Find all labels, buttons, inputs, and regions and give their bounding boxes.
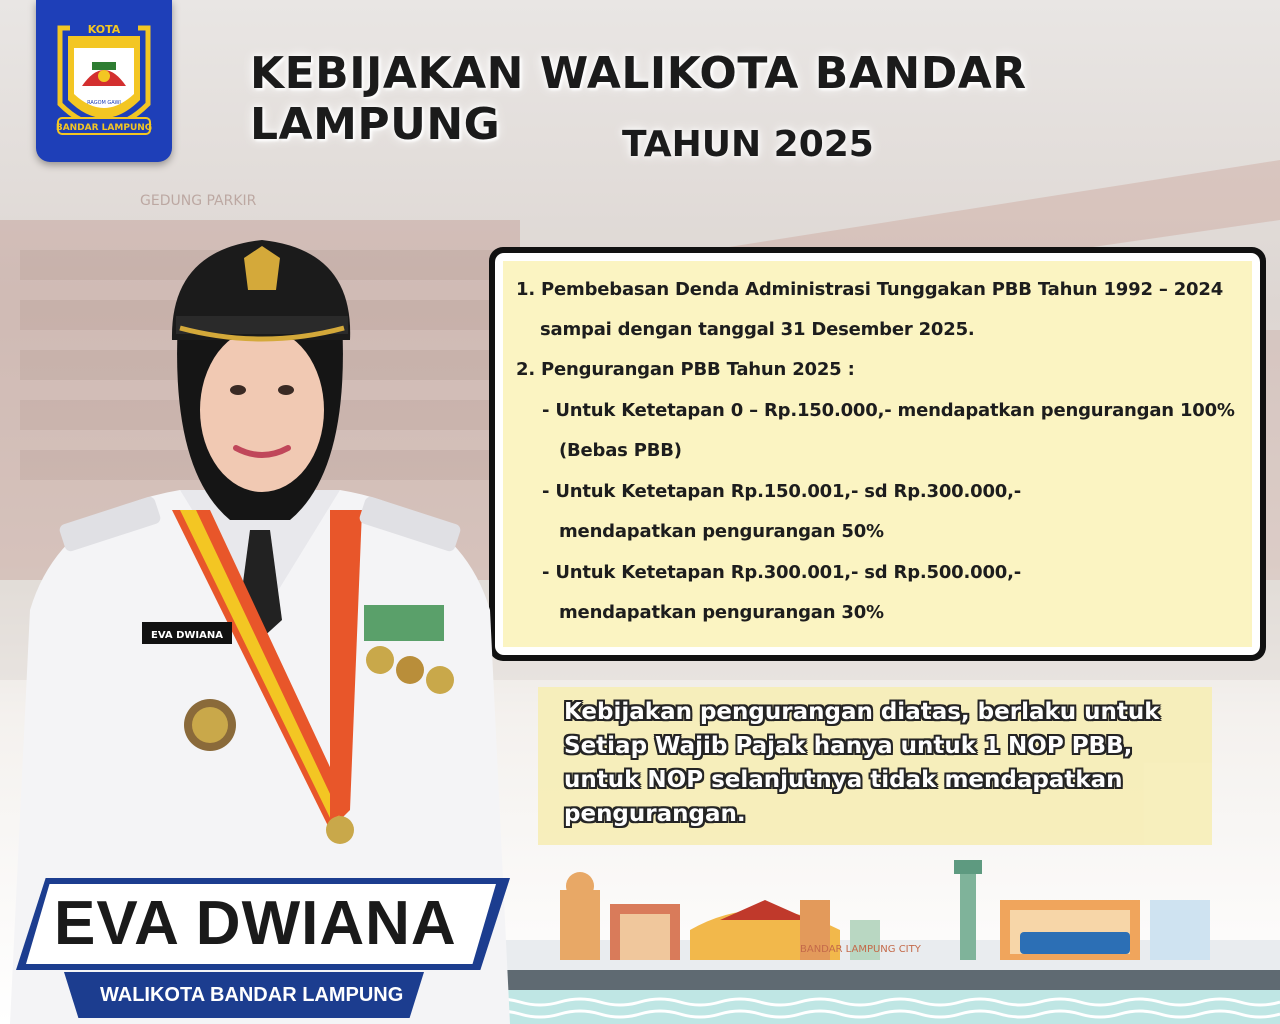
logo-motto-text: RAGOM GAWI (87, 100, 121, 106)
policy-item-2-line-1: 2. Pengurangan PBB Tahun 2025 : (516, 359, 855, 380)
mayor-role: WALIKOTA BANDAR LAMPUNG (100, 984, 404, 1006)
policy-sub-1-line-1: - Untuk Ketetapan 0 – Rp.150.000,- mendapatkan pengurangan 100% (542, 400, 1235, 421)
waterfront-illustration (400, 970, 1280, 1024)
city-logo-badge (36, 0, 172, 162)
logo-top-text: KOTA (87, 23, 121, 36)
uniform-name-tag: EVA DWIANA (150, 630, 224, 641)
note-line-1: Kebijakan pengurangan diatas, berlaku untuk (564, 699, 1160, 725)
page-subtitle-year: TAHUN 2025 (622, 124, 874, 165)
policy-box (489, 247, 1266, 661)
note-line-2: Setiap Wajib Pajak hanya untuk 1 NOP PBB, (564, 733, 1133, 759)
policy-sub-2-line-1: - Untuk Ketetapan Rp.150.001,- sd Rp.300.000,- (542, 481, 1022, 502)
policy-list (503, 261, 1252, 647)
note-line-3: untuk NOP selanjutnya tidak mendapatkan (564, 767, 1123, 793)
policy-sub-1-line-2: (Bebas PBB) (559, 440, 682, 461)
logo-bottom-text: BANDAR LAMPUNG (55, 123, 153, 133)
policy-note-box (538, 687, 1212, 845)
policy-item-1-line-1: 1. Pembebasan Denda Administrasi Tunggakan PBB Tahun 1992 – 2024 (516, 279, 1224, 300)
policy-box-inner (495, 253, 1260, 655)
skyline-label-text: BANDAR LAMPUNG CITY (800, 944, 921, 955)
policy-sub-3-line-1: - Untuk Ketetapan Rp.300.001,- sd Rp.500.000,- (542, 562, 1022, 583)
city-emblem-icon (52, 14, 156, 148)
policy-sub-3-line-2: mendapatkan pengurangan 30% (559, 602, 884, 623)
page-title: KEBIJAKAN WALIKOTA BANDAR LAMPUNG (250, 48, 1027, 150)
mayor-name: EVA DWIANA (54, 889, 457, 958)
policy-item-1-line-2: sampai dengan tanggal 31 Desember 2025. (540, 319, 975, 340)
policy-sub-2-line-2: mendapatkan pengurangan 50% (559, 521, 884, 542)
building-sign-text: GEDUNG PARKIR (140, 193, 257, 209)
note-line-4: pengurangan. (564, 801, 746, 827)
